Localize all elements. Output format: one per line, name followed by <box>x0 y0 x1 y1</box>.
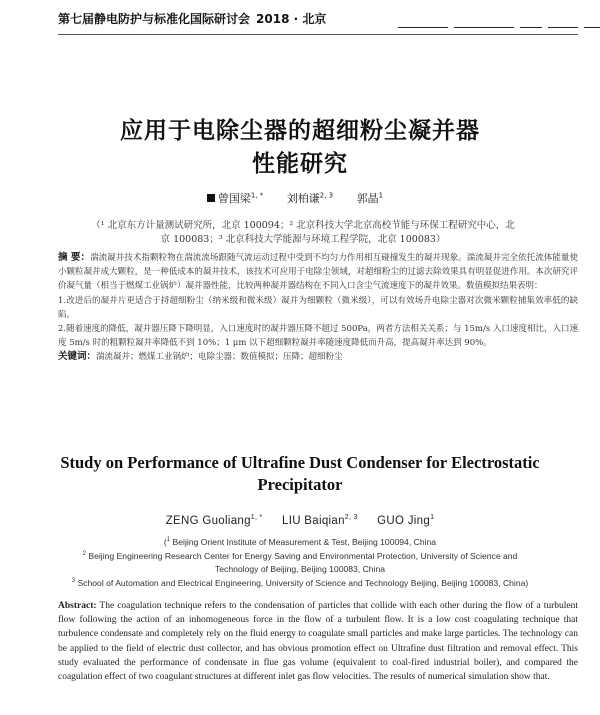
abstract-cn-p3: 2.随着速度的降低，凝并器压降下降明显，入口速度时的凝并器压降不超过 500Pa，两者方法相关关系；与 15m/s 入口速度相比，入口速度 5m/s 时的粗颗粒凝并率降低不到 10%；1 μm 以下超细颗粒凝并率随速度降低而升高，提高凝并率达到 90%。 <box>58 324 578 349</box>
author-en-3: GUO Jing$^1$ <box>377 514 435 527</box>
header-rule-1 <box>398 27 448 28</box>
title-en <box>40 452 560 496</box>
title-cn-line2: 性能研究 <box>252 150 348 177</box>
header-rule-4 <box>548 27 578 28</box>
title-cn-line1: 应用于电除尘器的超细粉尘凝并器 <box>120 117 480 144</box>
author-marker-icon <box>207 194 215 202</box>
authors-en <box>0 514 600 527</box>
abstract-cn-label: 摘 要： <box>58 252 91 263</box>
authors-cn <box>0 190 600 206</box>
author-en-1: ZENG Guoliang$^{1, *}$ <box>165 514 263 527</box>
author-cn-3: 郭晶$^1$ <box>356 191 384 205</box>
abstract-cn <box>58 251 578 365</box>
header-divider <box>58 34 578 35</box>
header-rule-2 <box>454 27 514 28</box>
keywords-cn-label: 关键词： <box>58 351 97 363</box>
abstract-en <box>58 599 578 684</box>
abstract-cn-p1: 摘 要：湍流凝并技术指颗粒物在湍流流场跟随气流运动过程中受到不均匀力作用相互碰撞发生的凝并现象。湍流凝并完全依托流体能量使小颗粒凝并成大颗粒，是一种低成本的凝并技术，该技术可应用于电除尘领域，对超细粉尘的过滤去除效果具有明显促进作用。本次研究评价凝气量（相当于燃煤工业锅炉）凝并器性能，比较两种凝并器结构在不同入口含尘气流速度下的凝并效果。数值模拟结果表明： <box>58 252 578 292</box>
header-rule-3 <box>520 27 542 28</box>
author-cn-1: 曾国梁$^{1, *}$ <box>217 191 264 205</box>
abstract-cn-p2: 1.改进后的凝并片更适合于捋超细粉尘（纳米级和微米级）凝并为细颗粒（微米级），可以有效场升电除尘器对次微米颗粒捕集效率低的缺陷。 <box>58 295 578 320</box>
affiliation-cn-line1: （¹ 北京东方计量测试研究所，北京 100094；² 北京科技大学北京高校节能与环保工程研究中心，北 <box>91 220 515 231</box>
author-cn-2: 刘柏谦$^{2, 3}$ <box>286 191 334 205</box>
conference-name <box>58 10 326 27</box>
affiliation-en-3: $^3$ School of Automation and Electrical Engineering, University of Science and Technology Beijing, Beijing 100083, China) <box>71 578 529 589</box>
running-header <box>58 10 578 32</box>
affiliation-en-2b: Technology of Beijing, Beijing 100083, China <box>214 563 386 574</box>
abstract-en-label: Abstract: <box>58 601 97 611</box>
affiliation-en-1: ($^1$ Beijing Orient Institute of Measurement & Test, Beijing 100094, China <box>163 536 437 547</box>
affiliation-cn-line2: 京 100083；³ 北京科技大学能源与环境工程学院，北京 100083） <box>160 234 446 245</box>
header-rule-5 <box>584 27 600 28</box>
conference-year-place: 2018 · 北京 <box>256 12 327 26</box>
affiliation-en-2: $^2$ Beijing Engineering Research Center for Energy Saving and Environmental Protection, University of Science and <box>82 551 518 562</box>
title-en-line1: Study on Performance of Ultrafine Dust Condenser for Electrostatic <box>60 453 540 472</box>
author-en-2: LIU Baiqian$^{2, 3}$ <box>282 514 358 527</box>
keywords-cn: 关键词：湍流凝并；燃煤工业锅炉；电除尘器；数值模拟；压降；超细粉尘 <box>58 351 343 363</box>
affiliations-en <box>30 534 570 590</box>
abstract-en-text: The coagulation technique refers to the condensation of particles that collide with each other during the flow of a turbulent flow following the action of an inhomogeneous force in the flow of a turbulent flow. It is a low cost coagulating technique that turbulence condensate and completely rely on the fluid energy to coagulate small particles and make large particles. The technology can be applied to the field of electric dust collector, and has obvious promotion effect on Ultrafine dust filtration and removal effect. This study evaluated the performance of condensate in flue gas volume (equivalent to coal-fired industrial boiler), and compared the coagulation effect of two coagulant structures at different inlet gas flow velocities. The results of numerical simulation show that. <box>58 601 578 683</box>
conference-title: 第七届静电防护与标准化国际研讨会 <box>58 12 251 26</box>
title-en-line2: Precipitator <box>257 475 343 494</box>
affiliations-cn <box>78 219 528 247</box>
